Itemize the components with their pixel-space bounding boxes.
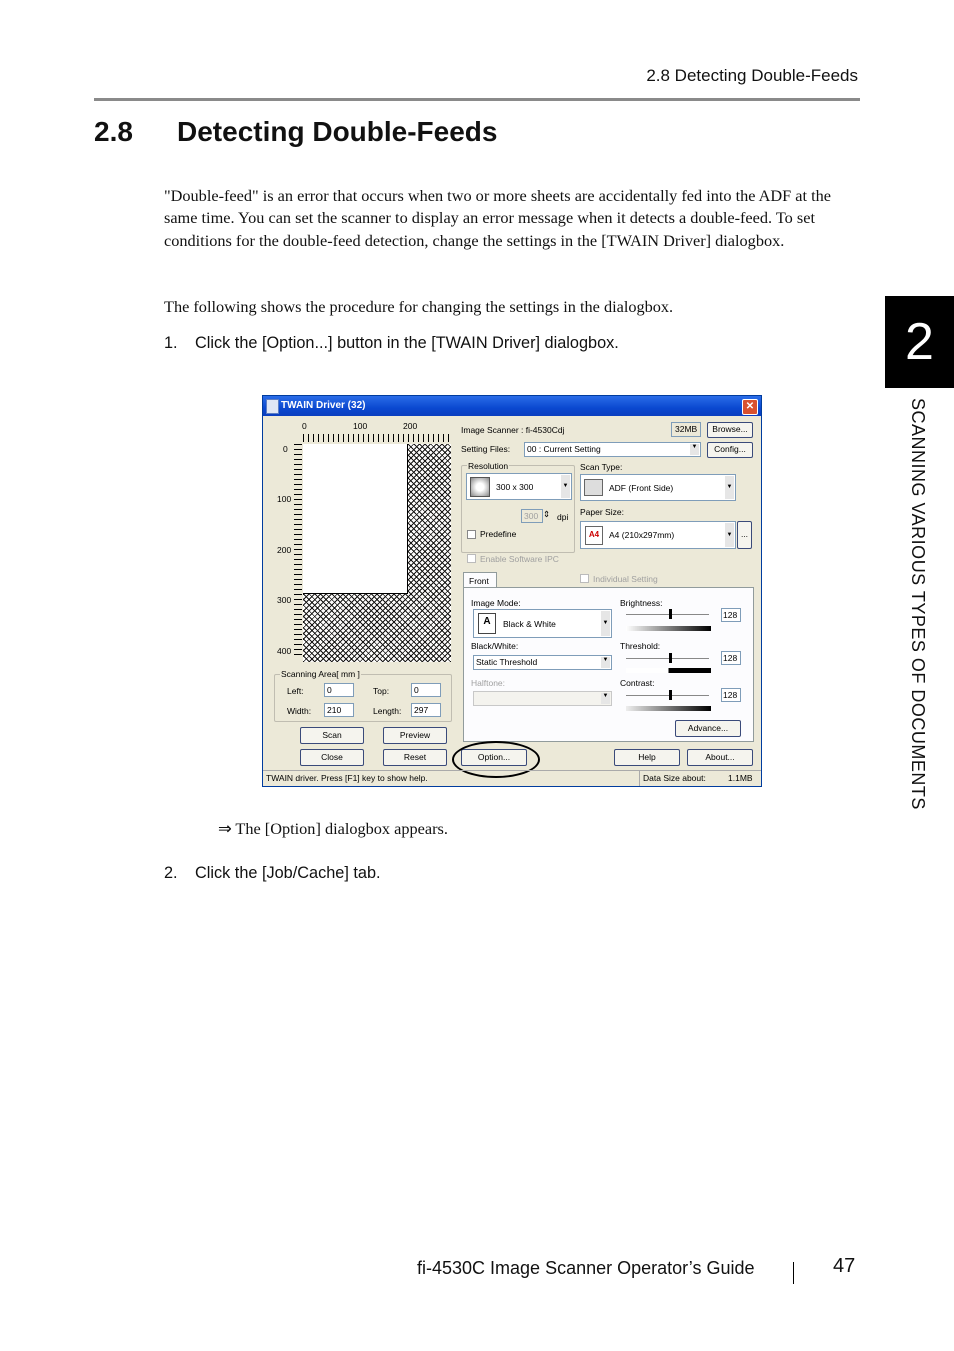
- bw-label: Black/White:: [471, 641, 519, 651]
- memory-value: 32MB: [675, 424, 698, 434]
- dialog-title: TWAIN Driver (32): [281, 400, 366, 411]
- chevron-down-icon: ▼: [725, 476, 734, 499]
- paper-size-dropdown[interactable]: [580, 521, 736, 549]
- top-label: Top:: [373, 686, 390, 696]
- step-2: [164, 864, 381, 883]
- setting-files-value: 00 : Current Setting: [527, 444, 601, 454]
- contrast-thumb[interactable]: [669, 690, 672, 700]
- brightness-gradient: [626, 626, 711, 631]
- status-text: TWAIN driver. Press [F1] key to show help.: [266, 773, 428, 783]
- step-number: 2.: [164, 864, 178, 882]
- scan-page-area: [303, 444, 408, 594]
- section-title: [94, 116, 497, 148]
- length-value: 297: [414, 705, 429, 715]
- close-button[interactable]: Close: [300, 749, 364, 766]
- threshold-gradient: [626, 668, 711, 673]
- ruler-h-0: 0: [302, 421, 307, 431]
- ruler-v-400: 400: [277, 646, 292, 656]
- page-number: 47: [833, 1255, 856, 1277]
- chevron-down-icon: ▼: [601, 611, 610, 636]
- left-label: Left:: [287, 686, 304, 696]
- image-mode-value: Black & White: [503, 619, 556, 629]
- about-button[interactable]: About...: [687, 749, 753, 766]
- threshold-slider[interactable]: [626, 658, 709, 659]
- brightness-label: Brightness:: [620, 598, 663, 608]
- scan-button[interactable]: Scan: [300, 727, 364, 744]
- contrast-slider[interactable]: [626, 695, 709, 696]
- reset-button[interactable]: Reset: [383, 749, 447, 766]
- chevron-down-icon: ▼: [601, 693, 610, 704]
- horizontal-ruler: [303, 434, 451, 442]
- dialog-titlebar: [263, 396, 761, 416]
- threshold-value: 128: [723, 653, 738, 663]
- threshold-thumb[interactable]: [669, 653, 672, 663]
- image-scanner-label: Image Scanner : fi-4530Cdj: [461, 425, 565, 435]
- scan-type-value: ADF (Front Side): [609, 483, 674, 493]
- top-value: 0: [414, 685, 419, 695]
- config-button[interactable]: Config...: [707, 442, 753, 458]
- chevron-down-icon: ▼: [561, 475, 570, 498]
- resolution-value: 300 x 300: [496, 482, 534, 492]
- enable-ipc-label: Enable Software IPC: [480, 554, 559, 564]
- paper-size-label: Paper Size:: [580, 507, 624, 517]
- resolution-label: Resolution: [468, 461, 509, 471]
- ruler-h-100: 100: [353, 421, 368, 431]
- length-field[interactable]: [411, 703, 441, 717]
- footer-guide-title: fi-4530C Image Scanner Operator’s Guide: [417, 1258, 755, 1278]
- halftone-label: Halftone:: [471, 678, 506, 688]
- setting-files-dropdown[interactable]: [524, 442, 701, 457]
- procedure-paragraph: The following shows the procedure for changing the settings in the dialogbox.: [164, 297, 674, 316]
- brightness-field[interactable]: [721, 608, 741, 622]
- setting-files-label: Setting Files:: [461, 444, 511, 454]
- scanner-icon: [266, 399, 279, 414]
- ruler-v-200: 200: [277, 545, 292, 555]
- width-field[interactable]: [324, 703, 354, 717]
- contrast-label: Contrast:: [620, 678, 655, 688]
- result-text: ⇒ The [Option] dialogbox appears.: [218, 819, 448, 838]
- width-label: Width:: [287, 706, 312, 716]
- intro-paragraph: "Double-feed" is an error that occurs when two or more sheets are accidentally fed into the ADF at the same time. You can set the scanner to display an error message when it detects a double-feed. To set conditions for the double-feed detection, change the settings in the [TWAIN Driver] dialogbox.: [164, 186, 832, 250]
- data-size-label: Data Size about:: [643, 773, 706, 783]
- step-number: 1.: [164, 334, 178, 352]
- running-head: 2.8 Detecting Double-Feeds: [646, 66, 858, 85]
- help-button[interactable]: Help: [614, 749, 680, 766]
- advance-button[interactable]: Advance...: [675, 720, 741, 737]
- chapter-side-title: SCANNING VARIOUS TYPES OF DOCUMENTS: [908, 398, 928, 810]
- section-number: 2.8: [94, 116, 133, 147]
- individual-setting-checkbox[interactable]: [580, 574, 589, 583]
- ruler-h-200: 200: [403, 421, 418, 431]
- enable-ipc-checkbox[interactable]: [467, 554, 476, 563]
- ruler-v-0: 0: [283, 444, 288, 454]
- dpi-unit: dpi: [557, 512, 569, 522]
- threshold-field[interactable]: [721, 651, 741, 665]
- individual-setting-label: Individual Setting: [593, 574, 658, 584]
- scanning-area-label: Scanning Area[ mm ]: [281, 669, 360, 679]
- bw-value: Static Threshold: [476, 657, 538, 667]
- ruler-v-100: 100: [277, 494, 292, 504]
- contrast-value: 128: [723, 690, 738, 700]
- dpi-spinner[interactable]: ⇕: [543, 509, 551, 519]
- footer-separator: [793, 1262, 794, 1284]
- dpi-value: 300: [524, 511, 539, 521]
- step-text: Click the [Job/Cache] tab.: [195, 864, 381, 882]
- status-bar: [263, 770, 761, 787]
- predefine-checkbox[interactable]: [467, 530, 476, 539]
- brightness-value: 128: [723, 610, 738, 620]
- step-text: Click the [Option...] button in the [TWAIN Driver] dialogbox.: [195, 334, 619, 352]
- paper-size-more-button[interactable]: ...: [737, 521, 752, 549]
- resolution-icon: [470, 477, 490, 497]
- brightness-thumb[interactable]: [669, 609, 672, 619]
- preview-button[interactable]: Preview: [383, 727, 447, 744]
- threshold-label: Threshold:: [620, 641, 661, 651]
- paper-a4-icon: A4: [585, 526, 603, 545]
- bw-dropdown[interactable]: [473, 655, 612, 670]
- header-rule: [94, 98, 860, 101]
- image-mode-icon: A: [478, 613, 496, 634]
- twain-driver-dialog: [262, 395, 762, 787]
- left-value: 0: [327, 685, 332, 695]
- contrast-field[interactable]: [721, 688, 741, 702]
- dpi-field[interactable]: [521, 509, 543, 523]
- tab-front-label: Front: [469, 576, 489, 586]
- top-field[interactable]: [411, 683, 441, 697]
- browse-button[interactable]: Browse...: [707, 422, 753, 438]
- image-mode-label: Image Mode:: [471, 598, 521, 608]
- halftone-dropdown[interactable]: [473, 691, 612, 706]
- chapter-tab: 2: [885, 296, 954, 388]
- image-mode-dropdown[interactable]: [473, 609, 612, 638]
- close-icon[interactable]: ✕: [742, 399, 758, 415]
- brightness-slider[interactable]: [626, 614, 709, 615]
- chevron-down-icon: ▼: [725, 523, 734, 547]
- vertical-ruler: [294, 444, 302, 659]
- scan-type-dropdown[interactable]: [580, 474, 736, 501]
- contrast-gradient: [626, 706, 711, 711]
- memory-indicator: [671, 422, 701, 437]
- paper-size-value: A4 (210x297mm): [609, 530, 675, 540]
- length-label: Length:: [373, 706, 402, 716]
- ruler-v-300: 300: [277, 595, 292, 605]
- width-value: 210: [327, 705, 342, 715]
- predefine-label: Predefine: [480, 529, 517, 539]
- resolution-dropdown[interactable]: [466, 473, 572, 500]
- scan-type-label: Scan Type:: [580, 462, 623, 472]
- chevron-down-icon: ▼: [601, 657, 610, 668]
- status-divider: [639, 771, 640, 787]
- chevron-down-icon: ▼: [690, 444, 699, 455]
- section-title-text: Detecting Double-Feeds: [177, 116, 498, 147]
- adf-icon: [584, 479, 603, 496]
- step-1: [164, 334, 619, 353]
- option-button[interactable]: Option...: [461, 749, 527, 766]
- data-size-value: 1.1MB: [728, 773, 753, 783]
- left-field[interactable]: [324, 683, 354, 697]
